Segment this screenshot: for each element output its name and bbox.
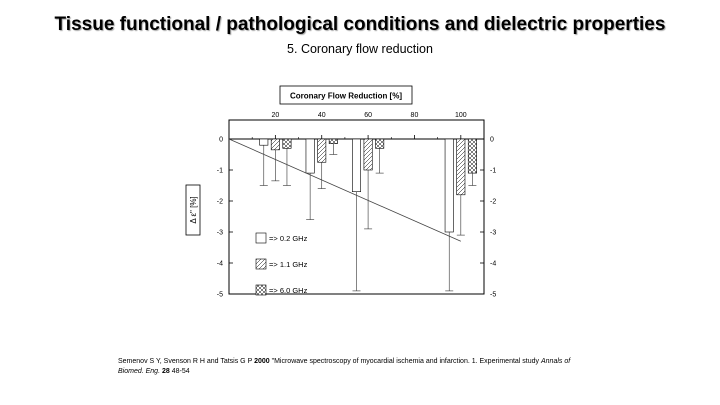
citation-year: 2000 (254, 358, 270, 365)
bar-series-3 (283, 139, 291, 148)
y-tick-label-left: -1 (216, 167, 223, 175)
citation-pages: 48-54 (171, 368, 190, 375)
y-tick-label-right: -4 (490, 260, 497, 268)
legend-swatch-2 (256, 259, 266, 269)
y-tick-label-left: -2 (216, 198, 223, 206)
legend-swatch-1 (256, 233, 266, 243)
x-tick-label: 80 (410, 112, 419, 119)
slide-title: Tissue functional / pathological conditions and dielectric properties (54, 14, 666, 35)
x-tick-label: 40 (317, 112, 326, 119)
citation-volume: 28 (161, 368, 170, 375)
y-tick-label-left: 0 (219, 136, 223, 144)
citation-journal: Annals of Biomed. Eng. (118, 358, 571, 375)
bar-series-1 (352, 139, 360, 192)
y-tick-label-left: -5 (216, 291, 223, 299)
y-tick-label-right: -3 (490, 229, 497, 237)
bar-series-2 (318, 139, 326, 162)
x-tick-label: 100 (454, 112, 467, 119)
bar-series-1 (306, 139, 314, 173)
y-tick-label-right: -5 (490, 291, 497, 299)
bar-series-1 (260, 139, 268, 145)
slide-subtitle: 5. Coronary flow reduction (287, 42, 433, 56)
bar-series-3 (329, 139, 337, 144)
x-tick-label: 20 (271, 112, 280, 119)
x-tick-label: 60 (364, 112, 372, 119)
y-tick-label-right: 0 (490, 136, 494, 144)
bar-series-2 (457, 139, 465, 195)
y-tick-label-right: -2 (490, 198, 497, 206)
y-tick-label-right: -1 (490, 167, 497, 175)
legend-label-1: => 0.2 GHz (269, 234, 308, 243)
citation-authors: Semenov S Y, Svenson R H and Tatsis G P (118, 358, 253, 365)
trend-line (229, 139, 461, 241)
bar-series-3 (376, 139, 384, 148)
bar-series-2 (271, 139, 279, 150)
bar-series-1 (445, 139, 453, 232)
chart-title: Coronary Flow Reduction [%] (290, 91, 402, 101)
citation (118, 357, 588, 377)
legend-swatch-3 (256, 285, 266, 295)
bar-series-2 (364, 139, 372, 170)
y-axis-label: Δ ε" [%] (189, 196, 198, 224)
citation-article: "Microwave spectroscopy of myocardial ischemia and infarction. 1. Experimental study (271, 358, 540, 365)
legend-label-2: => 1.1 GHz (269, 260, 308, 269)
legend-label-3: => 6.0 GHz (269, 286, 308, 295)
y-tick-label-left: -4 (216, 260, 223, 268)
y-tick-label-left: -3 (216, 229, 223, 237)
bar-series-3 (468, 139, 476, 173)
